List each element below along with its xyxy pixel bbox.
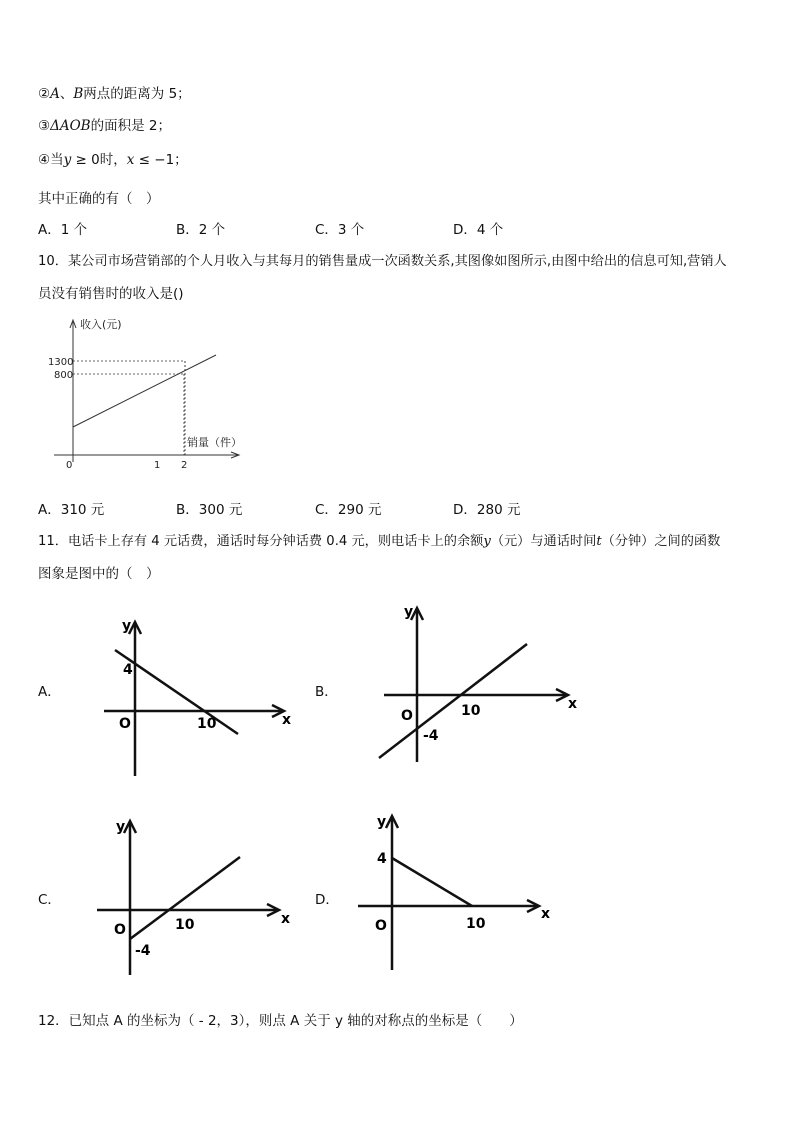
intercept-label: -4 [135, 943, 151, 959]
income-function-line [73, 355, 216, 427]
q11-graph-a-label: A． [38, 684, 61, 700]
point-a-label: A [50, 86, 60, 102]
q9-prompt: 其中正确的有（ ） [38, 191, 160, 207]
inequality-text: ≤ −1； [134, 152, 188, 168]
intercept-label: 4 [123, 662, 133, 678]
q9-option-b: B．2 个 [176, 222, 226, 238]
origin-label: O [375, 918, 387, 934]
q11-line-1 [38, 530, 720, 549]
y-axis-label: 收入(元) [80, 318, 122, 331]
q10-option-c: C．290 元 [315, 502, 382, 518]
q10-option-b: B．300 元 [176, 502, 243, 518]
q11-text-c: （分钟）之间的函数 [601, 534, 721, 549]
origin-label: O [114, 922, 126, 938]
separator: 、 [59, 86, 74, 102]
y-label: y [377, 814, 387, 830]
statement-marker: ④当 [38, 152, 64, 168]
q9-option-c: C．3 个 [315, 222, 365, 238]
x-tick-0: 0 [66, 460, 73, 471]
q11-text-b: （元）与通话时间 [490, 534, 597, 549]
y-tick-800: 800 [54, 370, 74, 381]
y-label: y [116, 819, 126, 835]
q9-option-d: D．4 个 [453, 222, 504, 238]
statement-text: 的面积是 2； [90, 118, 171, 134]
q9-options [38, 218, 758, 236]
q11-text-a: 11．电话卡上存有 4 元话费，通话时每分钟话费 0.4 元，则电话卡上的余额 [38, 534, 484, 549]
q10-line-2: 员没有销售时的收入是() [38, 286, 184, 302]
q12-line: 12．已知点 A 的坐标为（ - 2，3），则点 A 关于 y 轴的对称点的坐标是（ ） [38, 1013, 523, 1029]
q9-option-a: A．1 个 [38, 222, 88, 238]
tick-10-label: 10 [175, 917, 195, 933]
origin-label: O [119, 716, 131, 732]
origin-label: O [401, 708, 413, 724]
point-b-label: B [73, 86, 84, 102]
var-y: y [63, 152, 72, 168]
var-t: t [596, 534, 602, 549]
q11-graph-b-label: B． [315, 684, 338, 700]
q11-graph-b [376, 600, 586, 770]
q9-statement-3 [38, 114, 171, 134]
x-tick-1: 1 [154, 460, 161, 471]
q11-line-2: 图象是图中的（ ） [38, 566, 160, 582]
tick-10-label: 10 [197, 716, 217, 732]
intercept-label: 4 [377, 851, 387, 867]
function-line [379, 644, 527, 758]
q11-graph-c [92, 815, 302, 980]
x-axis-label: 销量（件） [187, 436, 242, 449]
q11-graph-d [355, 810, 565, 975]
statement-marker: ③ [38, 118, 51, 134]
function-line [392, 858, 472, 906]
condition-text: ≥ 0时， [71, 152, 127, 168]
x-label: x [282, 712, 292, 728]
y-label: y [122, 618, 132, 634]
q9-statement-4 [38, 148, 188, 168]
q11-graph-a [100, 610, 300, 780]
intercept-label: -4 [423, 728, 439, 744]
var-y: y [483, 534, 491, 549]
q10-options [38, 498, 758, 516]
y-tick-1300: 1300 [48, 357, 74, 368]
q10-line-1: 10．某公司市场营销部的个人月收入与其每月的销售量成一次函数关系,其图像如图所示,由图中给出的信息可知,营销人 [38, 254, 727, 269]
x-label: x [541, 906, 551, 922]
tick-10-label: 10 [461, 703, 481, 719]
x-tick-2: 2 [181, 460, 188, 471]
q11-graph-d-label: D． [315, 892, 339, 908]
statement-marker: ② [38, 86, 51, 102]
q10-option-d: D．280 元 [453, 502, 521, 518]
function-line [115, 650, 238, 734]
x-label: x [281, 911, 291, 927]
q9-statement-2 [38, 82, 191, 102]
y-label: y [404, 604, 414, 620]
var-x: x [126, 152, 135, 168]
x-label: x [568, 696, 578, 712]
triangle-label: ΔAOB [50, 118, 91, 134]
statement-text: 两点的距离为 5； [83, 86, 191, 102]
tick-10-label: 10 [466, 916, 486, 932]
q11-graph-c-label: C． [38, 892, 61, 908]
q10-option-a: A．310 元 [38, 502, 105, 518]
q10-income-graph [40, 312, 250, 482]
